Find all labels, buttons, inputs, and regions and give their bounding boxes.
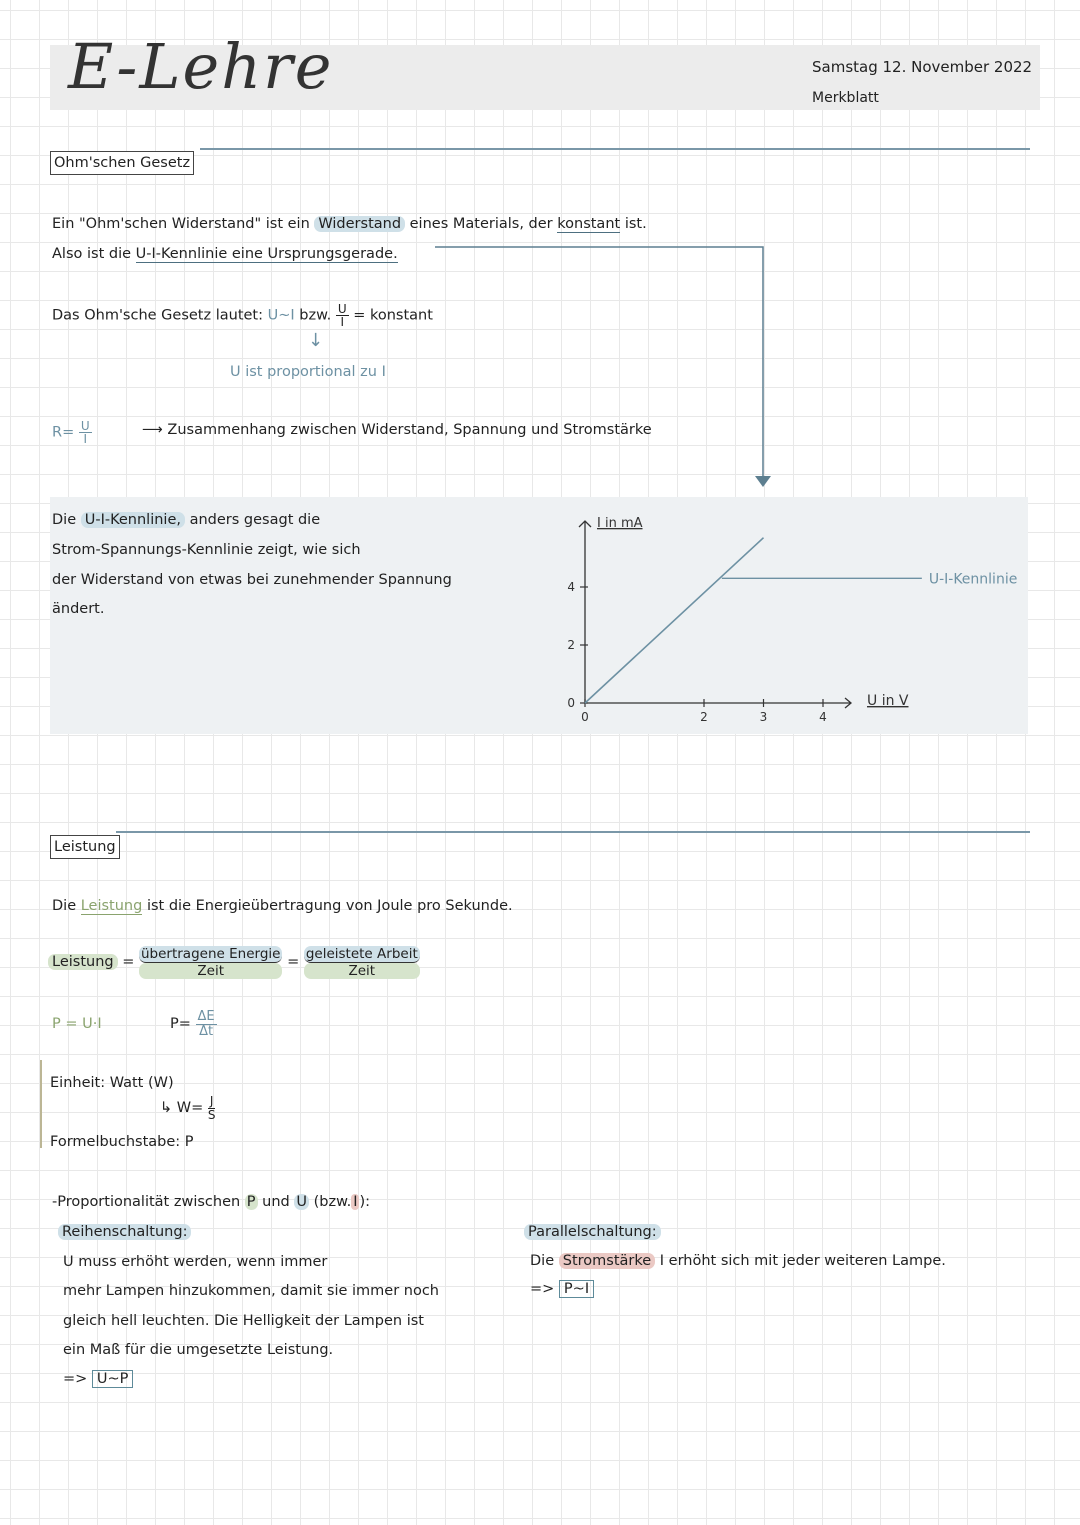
parallel-result: => P~I bbox=[530, 1279, 594, 1299]
reihen-line-3: gleich hell leuchten. Die Helligkeit der Lampen ist bbox=[63, 1313, 424, 1329]
x-tick-label: 2 bbox=[700, 710, 708, 724]
y-tick-label: 2 bbox=[567, 638, 575, 652]
section-heading-leistung: Leistung bbox=[50, 835, 120, 859]
ohm-line-2: Also ist die U-I-Kennlinie eine Ursprungsgerade. bbox=[52, 246, 398, 262]
result-box-u-p: U~P bbox=[92, 1370, 134, 1388]
x-tick-label: 4 bbox=[819, 710, 827, 724]
kennlinie-p1: Die U-I-Kennlinie, anders gesagt die bbox=[52, 512, 321, 528]
reihen-title: Reihenschaltung: bbox=[58, 1222, 191, 1242]
p-delta-formula: P= $\frac{\Delta E}{\Delta t}$ bbox=[170, 1008, 215, 1039]
y-tick-label: 0 bbox=[567, 696, 575, 710]
ohm-law: Das Ohm'sche Gesetz lautet: U~I bzw. $\frac{U}{I}$ = konstant bbox=[52, 302, 433, 329]
reihen-line-2: mehr Lampen hinzukommen, damit sie immer noch bbox=[63, 1283, 440, 1299]
parallel-line: Die Stromstärke I erhöht sich mit jeder weiteren Lampe. bbox=[530, 1253, 946, 1269]
highlight-widerstand: Widerstand bbox=[314, 216, 405, 232]
reihen-line-4: ein Maß für die umgesetzte Leistung. bbox=[63, 1342, 334, 1358]
law-fraction: $\frac{U}{I}$ bbox=[337, 302, 347, 329]
x-tick-label: 0 bbox=[581, 710, 589, 724]
fraction-energie: $\frac{\text{übertragene Energie}}{\text{Zeit}}$ bbox=[140, 945, 281, 979]
parallel-title: Parallelschaltung: bbox=[524, 1222, 661, 1242]
u-i-chart bbox=[540, 505, 1018, 730]
p-formula: P = U·I bbox=[52, 1016, 102, 1032]
reihen-line-1: U muss erhöht werden, wenn immer bbox=[63, 1254, 328, 1270]
arrow-down-icon: ↓ bbox=[308, 330, 324, 351]
arrow-right-icon: ⟶ bbox=[142, 422, 163, 438]
leistung-definition: Die Leistung ist die Energieübertragung von Joule pro Sekunde. bbox=[52, 898, 513, 914]
connector-arrow bbox=[0, 0, 1080, 500]
unit-text: Einheit: Watt (W) bbox=[50, 1075, 174, 1091]
y-tick-label: 4 bbox=[567, 580, 575, 594]
proportionality-heading: -Proportionalität zwischen P und U (bzw. I ): bbox=[52, 1194, 371, 1210]
date-label: Samstag 12. November 2022 bbox=[812, 58, 1033, 76]
leistung-equation: Leistung = $\frac{\text{übertragene Energie}}{\text{Zeit}}$ = $\frac{\text{geleistete Arbeit}}{\text{Zeit}}$ bbox=[48, 940, 420, 984]
kennlinie-p2: Strom-Spannungs-Kennlinie zeigt, wie sich bbox=[52, 542, 361, 558]
y-axis-label: I in mA bbox=[597, 516, 643, 531]
proportional-note: U ist proportional zu I bbox=[230, 364, 386, 380]
fraction-arbeit: $\frac{\text{geleistete Arbeit}}{\text{Zeit}}$ bbox=[305, 945, 418, 979]
result-box-p-i: P~I bbox=[559, 1280, 594, 1298]
ohm-line-1: Ein "Ohm'schen Widerstand" ist ein Widerstand eines Materials, der konstant ist. bbox=[52, 216, 647, 232]
unit-derivation: ↳ W= $\frac{J}{S}$ bbox=[160, 1093, 216, 1122]
symbol-text: Formelbuchstabe: P bbox=[50, 1134, 194, 1150]
x-tick-label: 3 bbox=[759, 710, 768, 724]
subtitle-label: Merkblatt bbox=[812, 90, 879, 106]
reihen-result: => U~P bbox=[63, 1369, 133, 1389]
section-heading-ohm: Ohm'schen Gesetz bbox=[50, 151, 194, 175]
series-line bbox=[585, 538, 764, 703]
kennlinie-p4: ändert. bbox=[52, 601, 105, 617]
annotation-label: U-I-Kennlinie bbox=[928, 571, 1018, 588]
x-axis-label: U in V bbox=[867, 693, 909, 709]
r-formula: R= $\frac{U}{I}$ bbox=[52, 419, 90, 446]
kennlinie-p3: der Widerstand von etwas bei zunehmender Spannung bbox=[52, 572, 452, 588]
r-explanation: ⟶ Zusammenhang zwischen Widerstand, Spannung und Stromstärke bbox=[142, 422, 652, 438]
page-title: E-Lehre bbox=[68, 30, 334, 103]
section-divider-leistung bbox=[116, 831, 1030, 833]
unit-bar bbox=[40, 1060, 42, 1148]
